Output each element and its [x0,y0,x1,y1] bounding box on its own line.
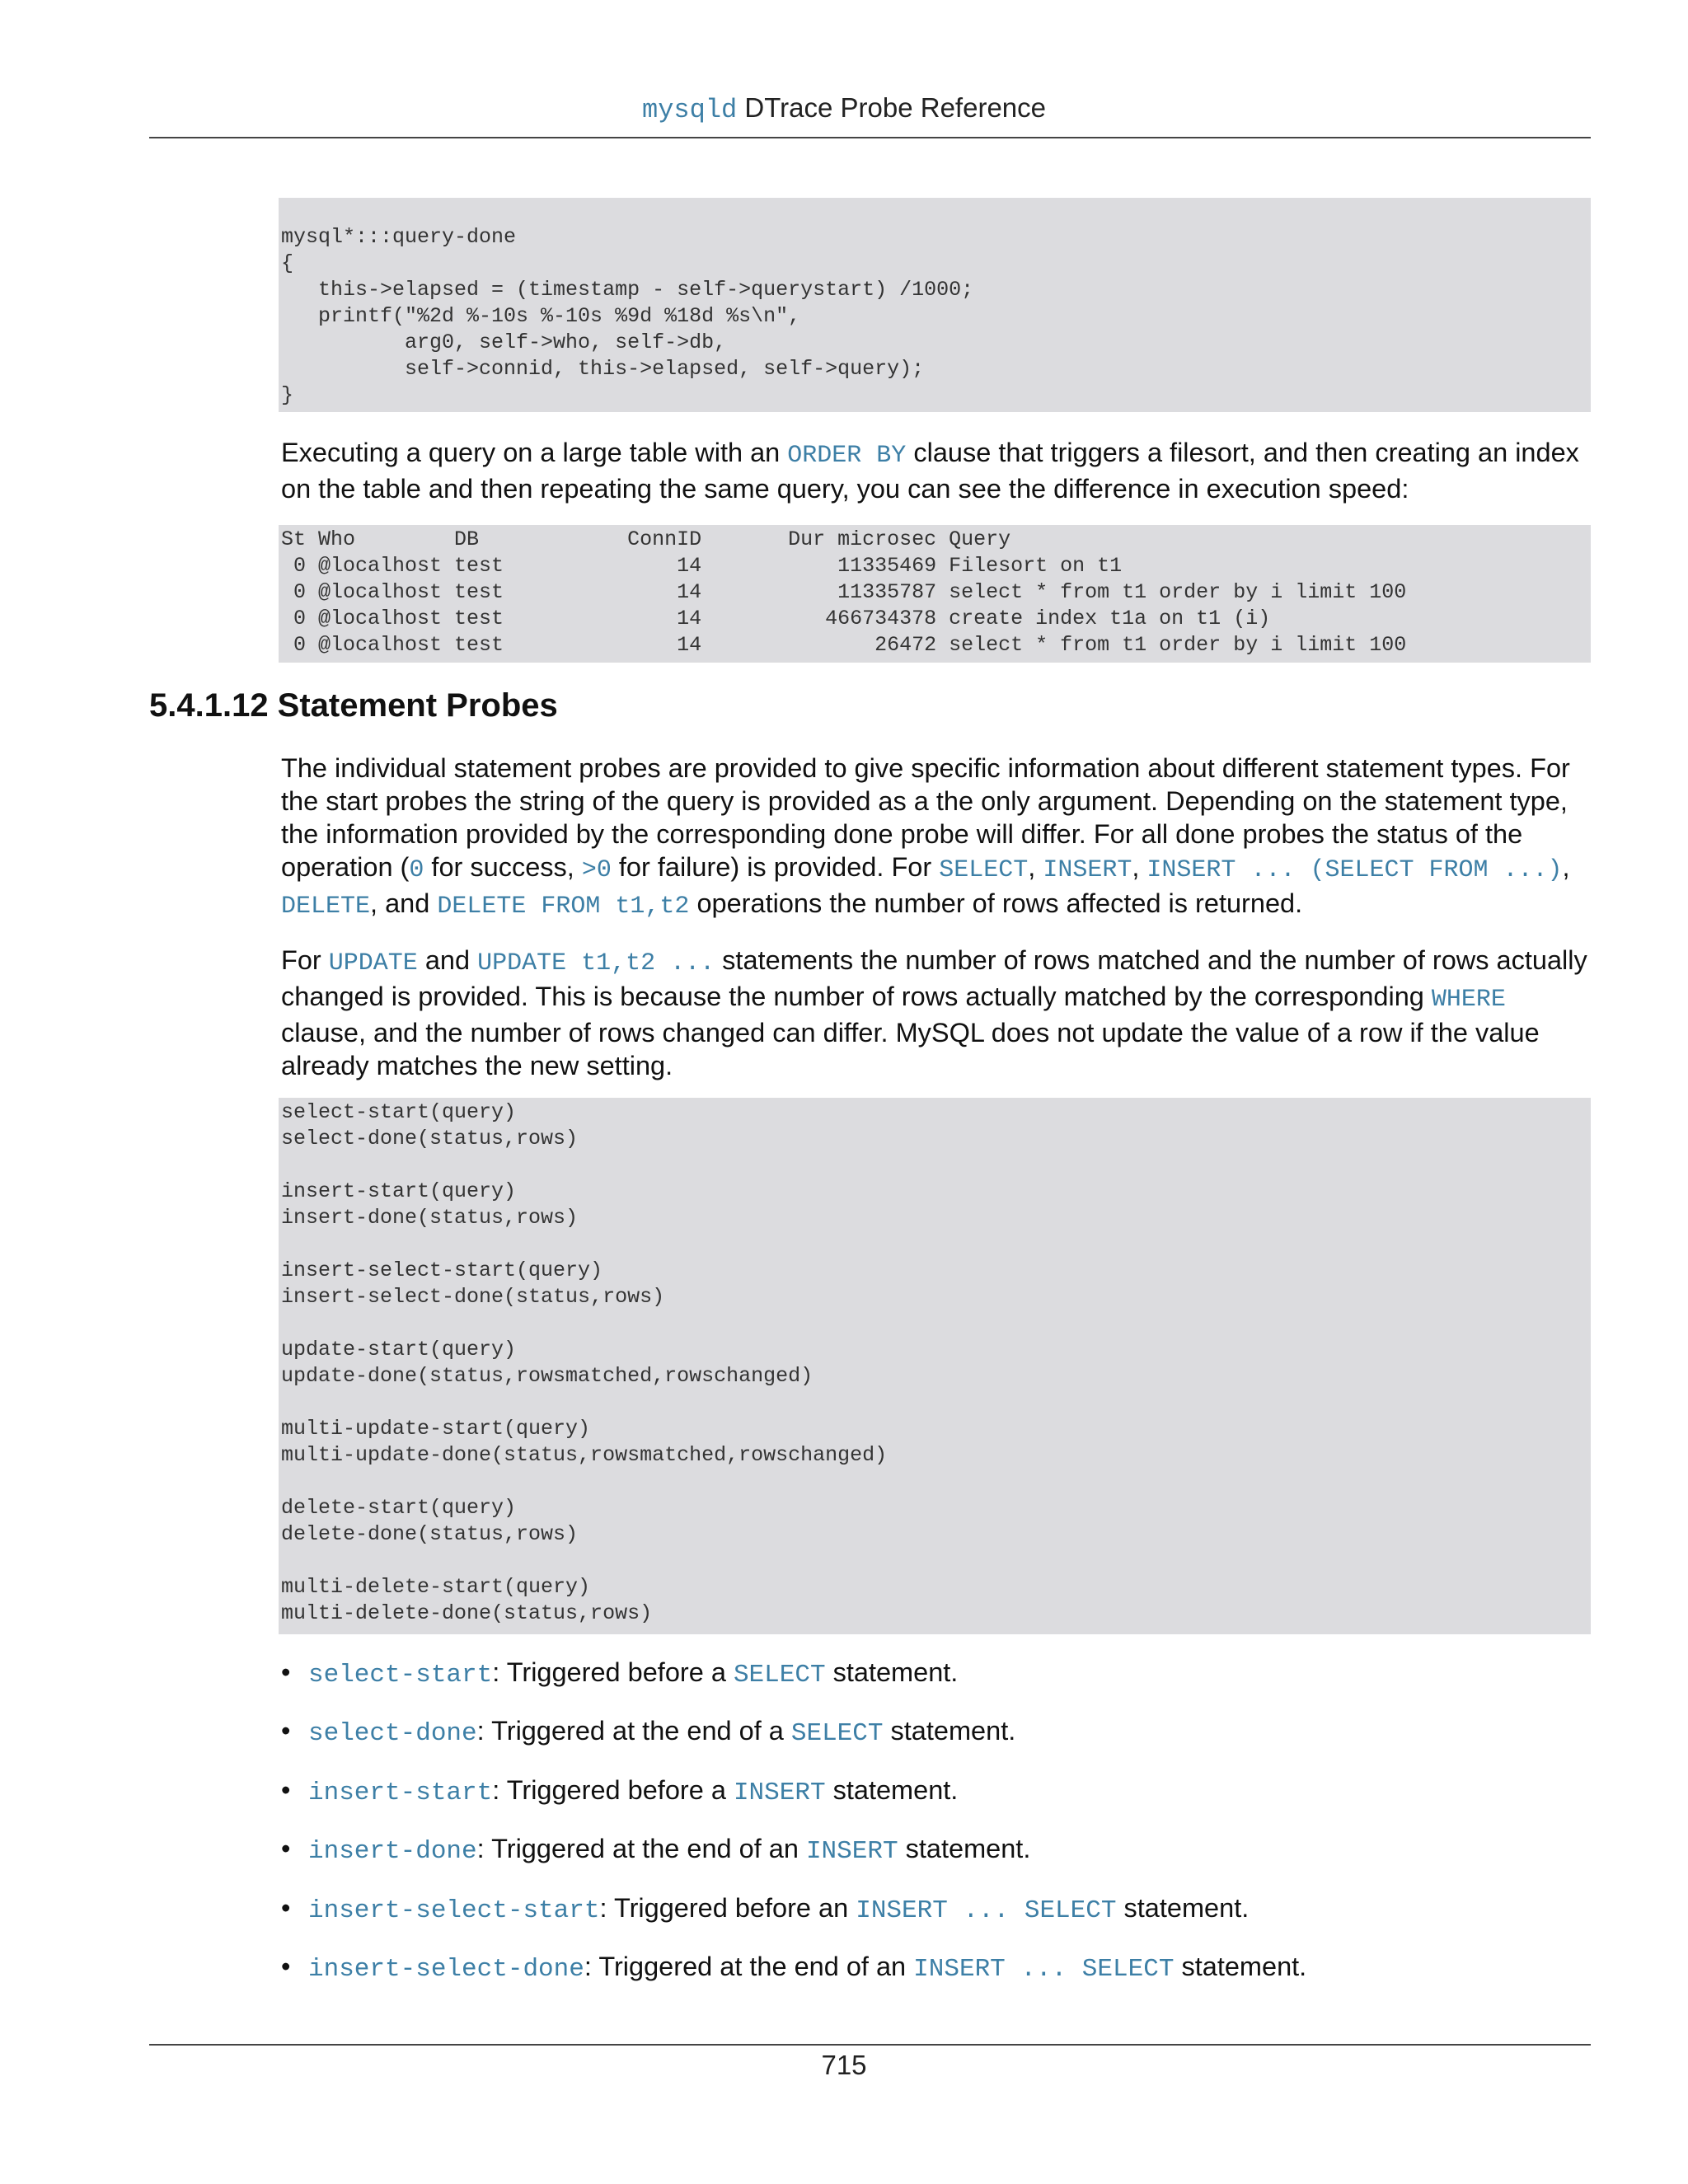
text-span: The individual statement probes are provided to give specific information about different statement types. For the start probes the string of the query is provided as a the only argument. Depending on the statement type, the information provided by the corresponding done probe will differ. For all done probes the status of the operation ( [281,753,1570,882]
text-span: : Triggered at the end of a [476,1716,791,1746]
update-multi-link[interactable]: UPDATE t1,t2 ... [477,949,715,977]
probe-link[interactable]: select-start [308,1661,493,1690]
list-item [281,1656,1596,1714]
delete-link[interactable]: DELETE [281,893,371,921]
text-span: statement. [1174,1951,1307,1981]
where-link[interactable]: WHERE [1431,986,1506,1014]
text-span: : Triggered before a [492,1774,734,1805]
text-span: for success, [424,852,582,882]
statement-paragraph-2 [281,944,1596,1082]
list-item [281,1774,1596,1832]
update-link[interactable]: UPDATE [328,949,418,977]
text-span: : Triggered before an [599,1892,856,1923]
text-span: : Triggered before a [492,1657,734,1687]
text-span: , [1562,852,1570,882]
statement-link[interactable]: INSERT [805,1837,898,1867]
bullet: • [281,1774,291,1805]
probe-link[interactable]: insert-start [308,1778,493,1807]
text-span: statements the number of rows matched and the number of rows actually changed is provided. This is because the number of rows actually matched by the corresponding [281,945,1587,1011]
statement-link[interactable]: INSERT [733,1778,826,1807]
statement-link[interactable]: INSERT ... SELECT [856,1896,1117,1925]
section-heading: 5.4.1.12 Statement Probes [149,687,558,724]
header-rule [149,137,1591,138]
bullet: • [281,1951,291,1981]
probe-link[interactable]: insert-select-done [308,1954,584,1984]
list-item [281,1891,1596,1950]
bullet: • [281,1716,291,1746]
code-block-query-done: mysql*:::query-done { this->elapsed = (timestamp - self->querystart) /1000; printf("%2d %-10s %-10s %9d %18d %s\n", arg0, self->who, self->db, self->connid, this->elapsed, self->query); } [279,198,1591,412]
bullet: • [281,1892,291,1923]
code-block-query-output: St Who DB ConnID Dur microsec Query 0 @localhost test 14 11335469 Filesort on t1 0 @localhost test 14 11335787 select * from t1 order by i limit 100 0 @localhost test 14 466734378 create index t1a on t1 (i) 0 @localhost test 14 26472 select * from t1 order by i limit 100 [279,525,1591,663]
probe-link[interactable]: insert-select-start [308,1896,600,1925]
code-block-statement-probes: select-start(query) select-done(status,rows) insert-start(query) insert-done(status,rows) insert-select-start(query) insert-select-done(status,rows) update-start(query) update-done(status,rowsmatched,rowschanged) multi-update-start(query) multi-update-done(status,rowsmatched,rowschanged) delete-start(query) delete-done(status,rows) multi-delete-start(query) multi-delete-done(status,rows) [279,1098,1591,1634]
list-item [281,1714,1596,1773]
text-span: statement. [1116,1892,1250,1923]
text-span: statement. [883,1716,1016,1746]
text-span: statement. [825,1657,959,1687]
order-by-link[interactable]: ORDER BY [787,442,907,470]
bullet: • [281,1657,291,1687]
text-span: statement. [898,1834,1031,1864]
text-span: , [1132,852,1147,882]
header-title: DTrace Probe Reference [737,92,1046,123]
select-link[interactable]: SELECT [939,856,1029,884]
statement-paragraph-1 [281,752,1596,923]
probe-link[interactable]: insert-done [308,1837,477,1867]
probe-list [281,1656,1596,2008]
text-span: , and [370,888,438,918]
bullet: • [281,1834,291,1864]
text-span: For [281,945,329,975]
text-span: and [417,945,478,975]
list-item [281,1950,1596,2008]
statement-link[interactable]: SELECT [733,1661,826,1690]
text-span: Executing a query on a large table with an [281,438,788,467]
insert-link[interactable]: INSERT [1043,856,1132,884]
statement-link[interactable]: INSERT ... SELECT [913,1954,1175,1984]
text-span: statement. [825,1774,959,1805]
statement-link[interactable]: SELECT [790,1719,884,1749]
text-span: operations the number of rows affected is returned. [689,888,1303,918]
text-span: , [1028,852,1043,882]
insert-select-link[interactable]: INSERT ... (SELECT FROM ...) [1146,856,1563,884]
code-literal: 0 [409,856,424,884]
probe-link[interactable]: select-done [308,1719,477,1749]
page-header [0,92,1688,125]
list-item [281,1832,1596,1891]
text-span: : Triggered at the end of an [584,1951,914,1981]
code-literal: >0 [581,856,612,884]
text-span: clause, and the number of rows changed can differ. MySQL does not update the value of a row if the value already matches the new setting. [281,1018,1540,1080]
text-span: for failure) is provided. For [611,852,940,882]
page-number: 715 [821,2050,867,2080]
footer-rule [149,2044,1591,2046]
delete-multi-link[interactable]: DELETE FROM t1,t2 [437,893,690,921]
intro-paragraph [281,436,1596,505]
text-span: clause that triggers a filesort, and then creating an index on the table and then repeating the same query, you can see the difference in execution speed: [281,438,1579,504]
text-span: : Triggered at the end of an [476,1834,806,1864]
header-code: mysqld [642,95,738,125]
